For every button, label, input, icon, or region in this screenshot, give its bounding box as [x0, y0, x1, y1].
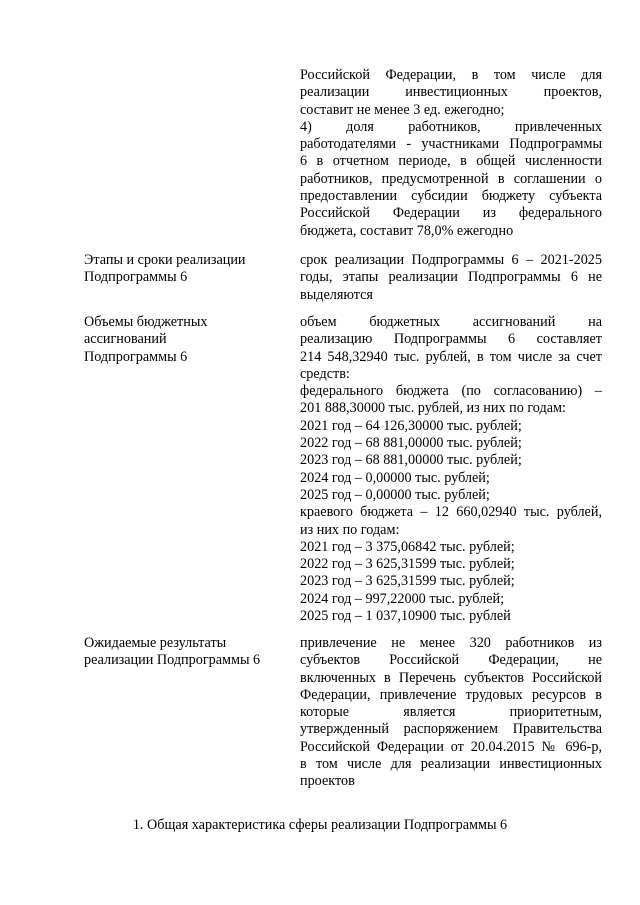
text-line: 2021 год – 3 375,06842 тыс. рублей; — [300, 538, 515, 555]
label-line: Этапы и сроки реализации — [84, 252, 246, 268]
text-line: проектов — [300, 773, 355, 790]
label-line: Подпрограммы 6 — [84, 348, 188, 365]
text-line: 214 548,32940 тыс. рублей, в том числе за счет — [300, 348, 602, 365]
text-line: 2022 год – 68 881,00000 тыс. рублей; — [300, 435, 522, 452]
text-line: утвержденный распоряжением Правительства — [300, 721, 602, 738]
stages-label — [84, 252, 274, 287]
text-line: 2024 год – 997,22000 тыс. рублей; — [300, 590, 505, 607]
text-line: работников, предусмотренной в соглашении о — [300, 170, 602, 187]
text-line: 4) доля работников, привлеченных — [300, 118, 602, 135]
budget-label — [84, 314, 274, 366]
text-line: реализацию Подпрограммы 6 составляет — [300, 331, 602, 348]
text-line: которые является приоритетным, — [300, 704, 602, 721]
text-line: в том числе для реализации инвестиционных — [300, 756, 602, 773]
results-label — [84, 635, 274, 670]
text-line: средств: — [300, 365, 350, 382]
text-line: 2022 год – 3 625,31599 тыс. рублей; — [300, 556, 515, 573]
label-line: реализации Подпрограммы 6 — [84, 652, 261, 669]
targets-continuation-text — [300, 67, 602, 240]
text-line: 6 в отчетном периоде, в общей численности — [300, 153, 602, 170]
text-line: из них по годам: — [300, 521, 400, 538]
text-line: 2023 год – 3 625,31599 тыс. рублей; — [300, 573, 515, 590]
label-line: ассигнований — [84, 331, 167, 348]
text-line: Российской Федерации от 20.04.2015 № 696-р, — [300, 738, 602, 755]
text-line: 2023 год – 68 881,00000 тыс. рублей; — [300, 452, 522, 469]
stages-value — [300, 252, 602, 304]
section-heading: 1. Общая характеристика сферы реализации Подпрограммы 6 — [132, 817, 508, 833]
budget-value — [300, 314, 602, 625]
label-line: Подпрограммы 6 — [84, 269, 188, 286]
text-line: бюджета, составит 78,0% ежегодно — [300, 222, 514, 239]
text-line: 2025 год – 1 037,10900 тыс. рублей — [300, 608, 511, 625]
text-line: объем бюджетных ассигнований на — [300, 314, 602, 330]
text-line: Российской Федерации, в том числе для — [300, 67, 602, 83]
text-line: федерального бюджета (по согласованию) – — [300, 383, 602, 400]
text-line: 2021 год – 64 126,30000 тыс. рублей; — [300, 417, 522, 434]
text-line: 2024 год – 0,00000 тыс. рублей; — [300, 469, 490, 486]
text-line: включенных в Перечень субъектов Российской — [300, 669, 602, 686]
label-line: Объемы бюджетных — [84, 314, 208, 330]
text-line: годы, этапы реализации Подпрограммы 6 не — [300, 269, 602, 286]
label-line: Ожидаемые результаты — [84, 635, 227, 651]
text-line: составит не менее 3 ед. ежегодно; — [300, 101, 505, 118]
results-value — [300, 635, 602, 791]
text-line: предоставлении субсидии бюджету субъекта — [300, 188, 602, 205]
text-line: 201 888,30000 тыс. рублей, из них по годам: — [300, 400, 566, 417]
text-line: Российской Федерации из федерального — [300, 205, 602, 222]
text-line: работодателями - участниками Подпрограммы — [300, 136, 602, 153]
text-line: Федерации, привлечение трудовых ресурсов в — [300, 686, 602, 703]
text-line: реализации инвестиционных проектов, — [300, 84, 602, 101]
text-line: субъектов Российской Федерации, не — [300, 652, 602, 669]
text-line: срок реализации Подпрограммы 6 – 2021-2025 — [300, 252, 602, 268]
text-line: 2025 год – 0,00000 тыс. рублей; — [300, 486, 490, 503]
text-line: выделяются — [300, 286, 373, 303]
text-line: привлечение не менее 320 работников из — [300, 635, 602, 651]
text-line: краевого бюджета – 12 660,02940 тыс. рублей, — [300, 504, 602, 521]
